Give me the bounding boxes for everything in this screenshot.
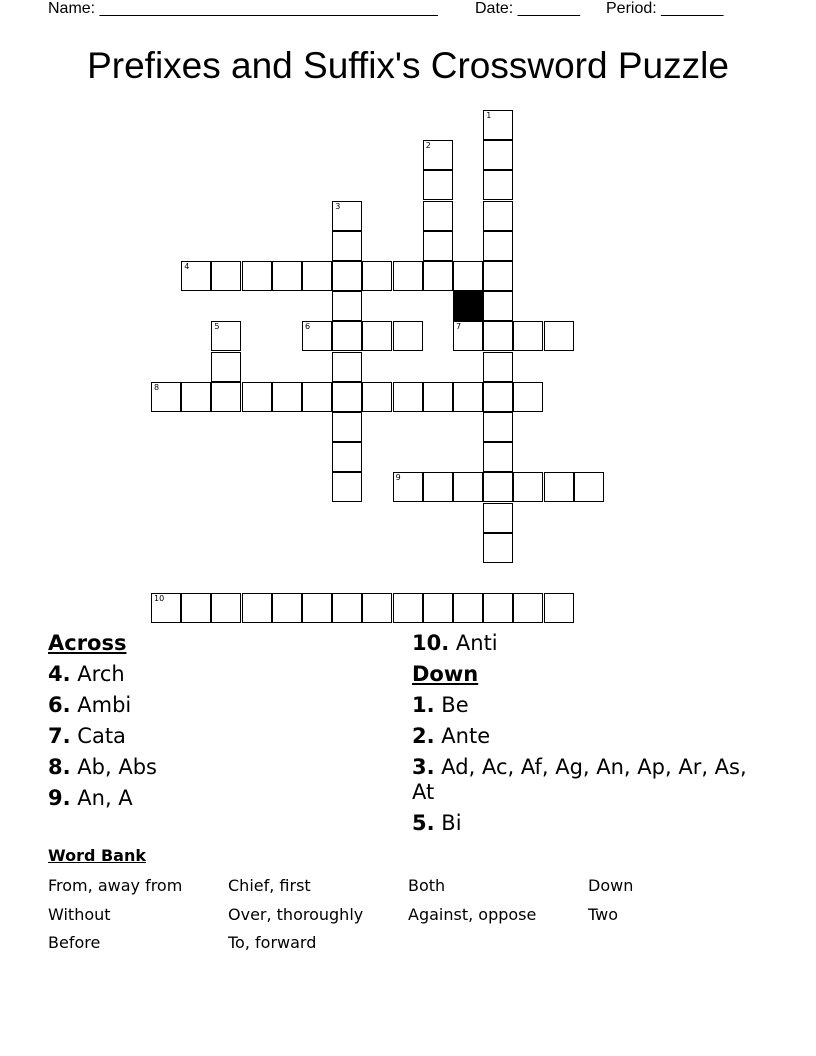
period-field[interactable]: Period: _______ — [606, 0, 724, 17]
page-title: Prefixes and Suffix's Crossword Puzzle — [87, 45, 729, 86]
word-bank-item: Over, thoroughly — [228, 904, 364, 924]
grid-cell[interactable] — [151, 382, 181, 412]
grid-cell[interactable] — [483, 503, 513, 533]
grid-cell[interactable] — [151, 593, 181, 623]
clue-text: Bi — [441, 811, 462, 835]
clue-text: Ambi — [77, 693, 132, 717]
word-bank-item: To, forward — [228, 933, 317, 952]
grid-cell[interactable] — [453, 472, 483, 502]
grid-cell[interactable] — [332, 201, 362, 231]
grid-cell[interactable] — [423, 201, 453, 231]
clue-number: 1. — [412, 693, 435, 717]
grid-cell[interactable] — [393, 321, 423, 351]
grid-cell[interactable] — [332, 291, 362, 321]
word-bank-item: Against, oppose — [408, 904, 537, 924]
clue-number: 2. — [412, 724, 435, 748]
grid-cell[interactable] — [211, 382, 241, 412]
grid-cell[interactable] — [393, 593, 423, 623]
grid-cell[interactable] — [483, 110, 513, 140]
clue-text: Ad, Ac, Af, Ag, An, Ap, Ar, As, At — [412, 755, 747, 804]
grid-cell[interactable] — [513, 382, 543, 412]
clue-text: Anti — [455, 631, 498, 655]
grid-cell[interactable] — [483, 231, 513, 261]
clue-across-7 — [48, 721, 398, 752]
word-bank-item: Down — [588, 876, 634, 895]
grid-cell[interactable] — [181, 593, 211, 623]
clue-number: 9. — [48, 786, 71, 810]
word-bank-item: Before — [48, 933, 101, 952]
grid-cell[interactable] — [181, 261, 211, 291]
grid-cell[interactable] — [302, 382, 332, 412]
clue-across-4 — [48, 659, 398, 690]
clue-text: Ab, Abs — [77, 755, 157, 779]
grid-cell[interactable] — [332, 412, 362, 442]
grid-cell[interactable] — [362, 593, 392, 623]
grid-cell[interactable] — [362, 321, 392, 351]
grid-cell[interactable] — [332, 321, 362, 351]
grid-cell[interactable] — [483, 442, 513, 472]
grid-cell[interactable] — [242, 382, 272, 412]
grid-cell[interactable] — [574, 472, 604, 502]
clue-text: Be — [441, 693, 469, 717]
black-cell — [453, 291, 483, 321]
grid-cell[interactable] — [393, 472, 423, 502]
grid-cell[interactable] — [513, 593, 543, 623]
grid-cell[interactable] — [242, 261, 272, 291]
grid-cell[interactable] — [211, 593, 241, 623]
grid-cell[interactable] — [332, 382, 362, 412]
grid-cell[interactable] — [544, 593, 574, 623]
grid-cell[interactable] — [332, 442, 362, 472]
clue-number: 4. — [48, 662, 71, 686]
grid-cell[interactable] — [211, 321, 241, 351]
clue-number: 3. — [412, 755, 435, 779]
clue-text: Cata — [77, 724, 126, 748]
grid-cell[interactable] — [211, 352, 241, 382]
grid-cell[interactable] — [393, 382, 423, 412]
clue-down-2 — [412, 721, 752, 752]
grid-cell[interactable] — [544, 472, 574, 502]
grid-cell[interactable] — [483, 321, 513, 351]
grid-cell[interactable] — [332, 472, 362, 502]
cell-number: 2 — [425, 141, 431, 151]
cell-number: 4 — [184, 262, 190, 271]
grid-cell[interactable] — [423, 261, 453, 291]
across-heading: Across — [48, 631, 127, 655]
clue-text: An, A — [77, 786, 133, 810]
cell-number: 5 — [214, 322, 220, 332]
grid-cell[interactable] — [302, 261, 332, 291]
grid-cell[interactable] — [332, 593, 362, 623]
clue-number: 7. — [48, 724, 71, 748]
clues-left-column — [48, 628, 398, 814]
clue-number: 8. — [48, 755, 71, 779]
grid-cell[interactable] — [393, 261, 423, 291]
grid-cell[interactable] — [483, 472, 513, 502]
clue-across-6 — [48, 690, 398, 721]
grid-cell[interactable] — [332, 261, 362, 291]
grid-cell[interactable] — [272, 593, 302, 623]
grid-cell[interactable] — [483, 382, 513, 412]
word-bank-item: Chief, first — [228, 876, 311, 895]
grid-cell[interactable] — [272, 382, 302, 412]
grid-cell[interactable] — [513, 472, 543, 502]
grid-cell[interactable] — [483, 261, 513, 291]
cell-number: 8 — [154, 382, 160, 392]
grid-cell[interactable] — [453, 382, 483, 412]
grid-cell[interactable] — [242, 593, 272, 623]
clue-down-5 — [412, 808, 752, 839]
clue-text: Ante — [441, 724, 491, 748]
grid-cell[interactable] — [332, 231, 362, 261]
grid-cell[interactable] — [423, 170, 453, 200]
grid-cell[interactable] — [423, 593, 453, 623]
grid-cell[interactable] — [513, 321, 543, 351]
grid-cell[interactable] — [483, 201, 513, 231]
grid-cell[interactable] — [362, 382, 392, 412]
clue-number: 6. — [48, 693, 71, 717]
down-heading: Down — [412, 662, 479, 686]
grid-cell[interactable] — [423, 231, 453, 261]
cell-number: 6 — [305, 322, 311, 332]
grid-cell[interactable] — [332, 352, 362, 382]
grid-cell[interactable] — [211, 261, 241, 291]
clue-down-3 — [412, 755, 752, 805]
clue-across-9 — [48, 783, 398, 814]
word-bank-item: Two — [588, 904, 618, 924]
grid-cell[interactable] — [483, 412, 513, 442]
grid-cell[interactable] — [483, 170, 513, 200]
grid-cell[interactable] — [483, 593, 513, 623]
clue-across-10 — [412, 628, 752, 659]
grid-cell[interactable] — [483, 352, 513, 382]
cell-number: 3 — [335, 201, 341, 211]
grid-cell[interactable] — [423, 382, 453, 412]
clue-across-8 — [48, 752, 398, 783]
clue-number: 5. — [412, 811, 435, 835]
grid-cell[interactable] — [423, 472, 453, 502]
grid-cell[interactable] — [302, 593, 332, 623]
grid-cell[interactable] — [302, 321, 332, 351]
grid-cell[interactable] — [483, 533, 513, 563]
word-bank-item: Both — [408, 876, 446, 895]
grid-cell[interactable] — [453, 261, 483, 291]
grid-cell[interactable] — [423, 140, 453, 170]
cell-number: 9 — [395, 473, 401, 483]
grid-cell[interactable] — [453, 321, 483, 351]
grid-cell[interactable] — [362, 261, 392, 291]
clues-right-column — [412, 628, 752, 839]
grid-cell[interactable] — [453, 593, 483, 623]
grid-cell[interactable] — [272, 261, 302, 291]
cell-number: 10 — [154, 594, 165, 604]
grid-cell[interactable] — [181, 382, 211, 412]
clue-down-1 — [412, 690, 752, 721]
grid-cell[interactable] — [544, 321, 574, 351]
word-bank-title: Word Bank — [48, 846, 147, 865]
cell-number: 7 — [456, 322, 462, 332]
clue-number: 10. — [412, 631, 450, 655]
grid-cell[interactable] — [483, 291, 513, 321]
name-field[interactable]: Name: ______________________________________ — [48, 0, 438, 17]
grid-cell[interactable] — [483, 140, 513, 170]
word-bank-item: From, away from — [48, 876, 183, 895]
word-bank-item: Without — [48, 904, 111, 924]
cell-number: 1 — [486, 111, 492, 120]
clue-text: Arch — [77, 662, 125, 686]
date-field[interactable]: Date: _______ — [475, 0, 580, 17]
